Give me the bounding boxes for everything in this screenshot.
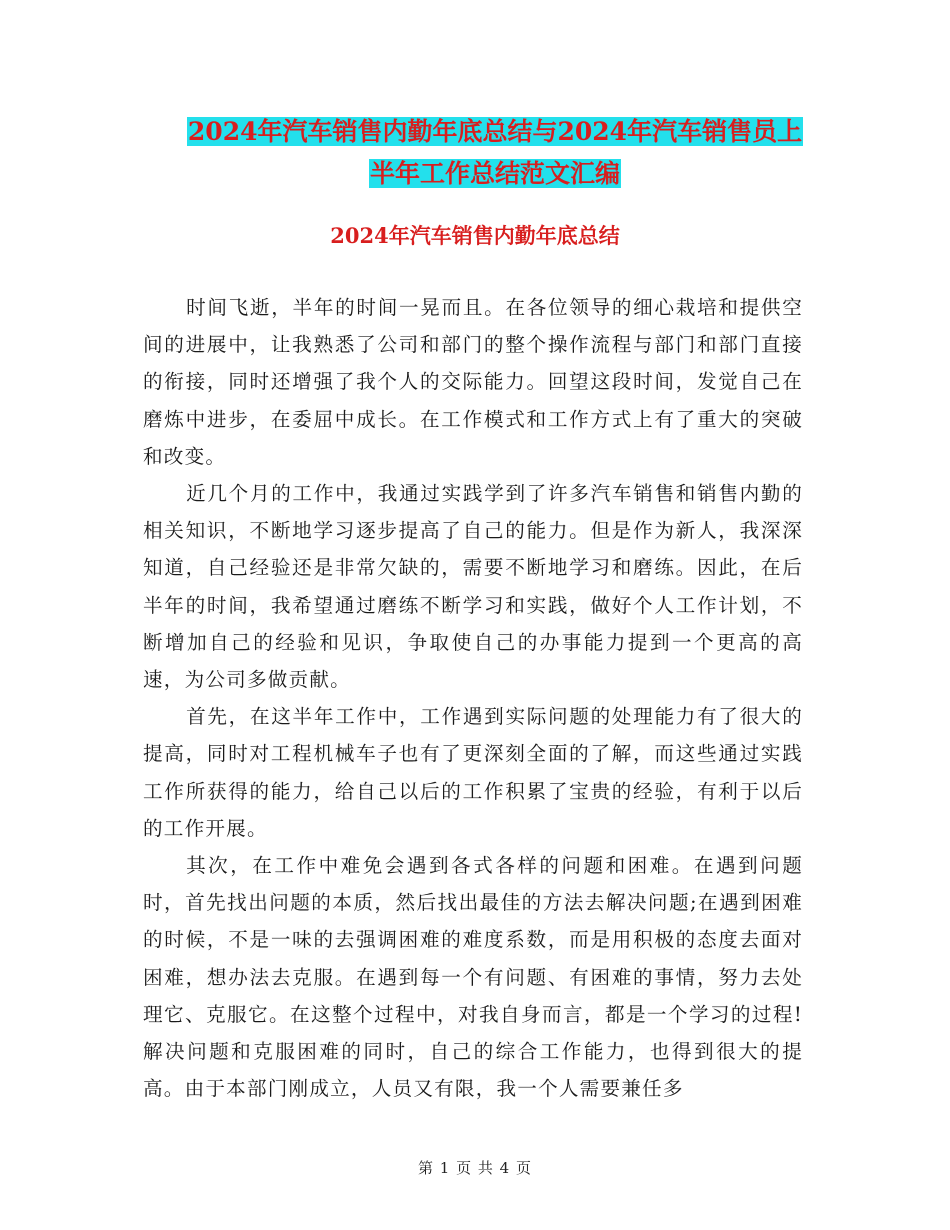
document-title-line-2 [100, 154, 890, 194]
paragraph: 首先，在这半年工作中，工作遇到实际问题的处理能力有了很大的提高，同时对工程机械车子也有了更深刻全面的了解，而这些通过实践工作所获得的能力，给自己以后的工作积累了宝贵的经验，有利于以后的工作开展。 [143, 705, 803, 840]
page-footer: 第 1 页 共 4 页 [418, 1159, 532, 1177]
title-highlight-2: 半年工作总结范文汇编 [369, 159, 620, 188]
body-text [143, 289, 803, 1107]
paragraph: 近几个月的工作中，我通过实践学到了许多汽车销售和销售内勤的相关知识，不断地学习逐步提高了自己的能力。但是作为新人，我深深知道，自己经验还是非常欠缺的，需要不断地学习和磨练。因此，在后半年的时间，我希望通过磨练不断学习和实践，做好个人工作计划，不断增加自己的经验和见识，争取使自己的办事能力提到一个更高的高速，为公司多做贡献。 [143, 482, 803, 692]
paragraph: 其次，在工作中难免会遇到各式各样的问题和困难。在遇到问题时，首先找出问题的本质，然后找出最佳的方法去解决问题;在遇到困难的时候，不是一味的去强调困难的难度系数，而是用积极的态度去面对困难，想办法去克服。在遇到每一个有问题、有困难的事情，努力去处理它、克服它。在这整个过程中，对我自身而言，都是一个学习的过程!解决问题和克服困难的同时，自己的综合工作能力，也得到很大的提高。由于本部门刚成立，人员又有限，我一个人需要兼任多 [143, 854, 803, 1101]
section-title: 2024年汽车销售内勤年底总结 [330, 223, 620, 248]
title-highlight-1: 2024年汽车销售内勤年底总结与2024年汽车销售员上 [187, 117, 803, 146]
paragraph: 时间飞逝，半年的时间一晃而且。在各位领导的细心栽培和提供空间的进展中，让我熟悉了公司和部门的整个操作流程与部门和部门直接的衔接，同时还增强了我个人的交际能力。回望这段时间，发觉自己在磨炼中进步，在委屈中成长。在工作模式和工作方式上有了重大的突破和改变。 [143, 296, 803, 468]
document-title-line-1 [100, 112, 890, 152]
